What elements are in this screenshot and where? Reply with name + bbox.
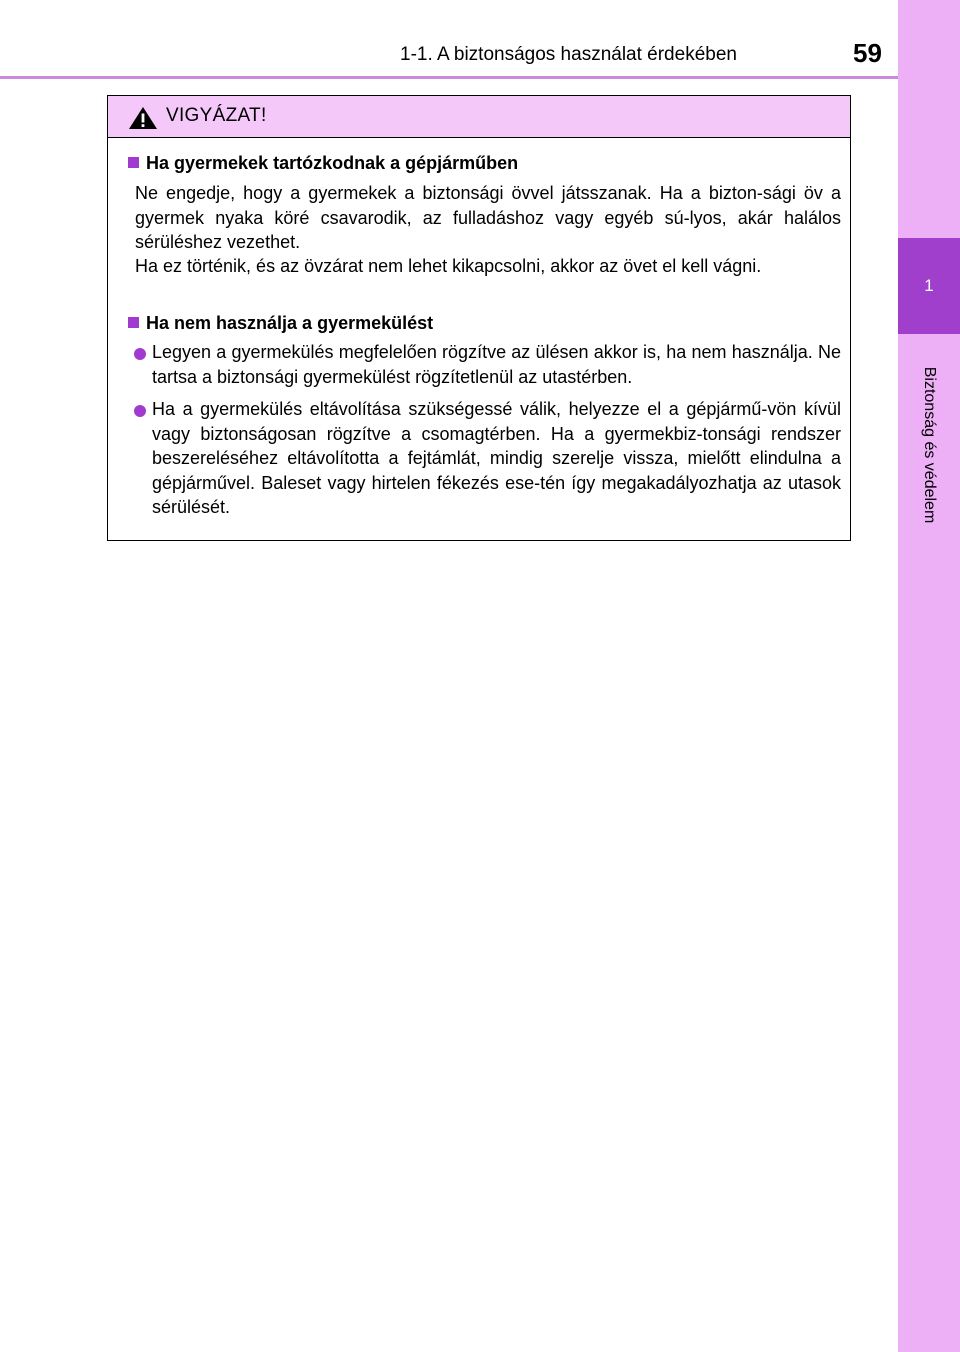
warning-label: VIGYÁZAT! [166,105,267,126]
warning-header [108,96,850,138]
paragraph: Ne engedje, hogy a gyermekek a biztonsági övvel játsszanak. Ha a bizton-sági öv a gyermek nyaka köré csavarodik, az fulladáshoz vagy egyéb sú-lyos, akár halálos sérüléshez vezethet. [135,183,841,252]
round-bullet-icon [134,348,146,360]
square-bullet-icon [128,317,139,328]
square-bullet-icon [128,157,139,168]
warning-box [107,95,851,541]
side-tab [898,0,960,1352]
page-number: 59 [853,38,882,68]
section-heading: Ha gyermekek tartózkodnak a gépjárműben [128,153,518,174]
paragraph: Ha ez történik, és az övzárat nem lehet kikapcsolni, akkor az övet el kell vágni. [135,256,762,276]
warning-triangle-icon [128,106,158,130]
running-header-title: 1-1. A biztonságos használat érdekében [400,44,737,65]
chapter-number: 1 [924,276,934,295]
round-bullet-icon [134,405,146,417]
header-rule [0,76,898,79]
section-heading: Ha nem használja a gyermekülést [128,313,433,334]
list-item: Ha a gyermekülés eltávolítása szükségessé válik, helyezze el a gépjármű-vön kívül vagy biztonságosan rögzítve a csomagtérben. Ha a gyermekbiz-tonsági rendszer beszereléséhez eltávolította a fejtámlát, mindig szerelje vissza, mielőtt elindulna a gépjárművel. Baleset vagy hirtelen fékezés ese-tén így megakadályozhatja az utasok sérülését. [152,399,841,517]
list-item: Legyen a gyermekülés megfelelően rögzítve az ülésen akkor is, ha nem használja. Ne tartsa a biztonsági gyermekülést rögzítetlenül az utastérben. [152,342,841,387]
chapter-title: Biztonság és védelem [921,366,938,524]
